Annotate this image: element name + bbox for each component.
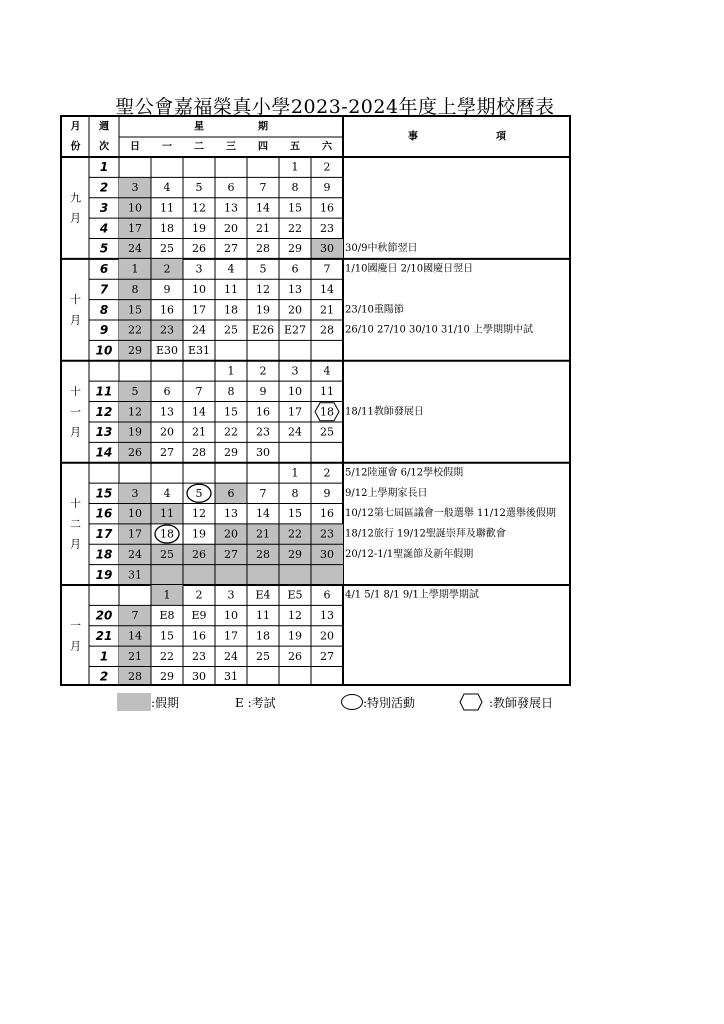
day-number: 9 [323, 181, 331, 195]
header-weekday: 二 [194, 141, 204, 153]
day-number: 19 [256, 303, 270, 317]
week-number: 10 [95, 343, 113, 358]
day-number: 18 [256, 629, 270, 643]
day-number: 29 [160, 670, 174, 684]
month-name: 十 [70, 496, 81, 510]
week-number: 21 [95, 628, 113, 643]
day-number: 21 [192, 425, 206, 439]
header-weekday-group: 期 [258, 121, 268, 133]
legend [115, 691, 585, 713]
header-weekday: 一 [162, 141, 172, 153]
week-number: 7 [99, 282, 109, 297]
header-week-top: 週 [99, 121, 109, 133]
day-number: 22 [160, 649, 174, 663]
day-number: 12 [128, 405, 142, 419]
holiday-swatch-icon [117, 693, 151, 711]
day-number: 17 [224, 629, 238, 643]
day-number: 24 [128, 547, 142, 561]
day-number: E27 [283, 323, 307, 337]
day-number: 14 [128, 629, 142, 643]
day-number: 7 [195, 384, 203, 398]
day-number: E31 [187, 344, 211, 358]
day-number: 13 [320, 609, 334, 623]
day-number: 11 [320, 384, 334, 398]
event-text: 18/12旅行 19/12聖誕崇拜及聯歡會 [345, 528, 506, 540]
day-number: 14 [192, 405, 206, 419]
day-number: 24 [192, 323, 206, 337]
day-number: 28 [128, 670, 142, 684]
day-number: 1 [131, 262, 139, 276]
day-number: 6 [163, 384, 171, 398]
week-number: 2 [99, 669, 109, 684]
day-number: 12 [288, 609, 302, 623]
day-number: 11 [160, 507, 174, 521]
day-number: 4 [227, 262, 235, 276]
day-number: 5 [195, 181, 203, 195]
hexagon-icon [459, 693, 483, 711]
day-number: 19 [288, 629, 302, 643]
month-name: 月 [70, 537, 81, 551]
day-number: 7 [259, 486, 267, 500]
week-number: 12 [95, 404, 113, 419]
day-number: 22 [288, 221, 302, 235]
month-name: 月 [70, 639, 81, 653]
day-number: E30 [155, 344, 179, 358]
day-number: 26 [288, 649, 302, 663]
event-text: 10/12第七屆區議會一般選舉 11/12選舉後假期 [345, 508, 556, 520]
day-number: E4 [255, 588, 271, 602]
week-number: 4 [99, 221, 109, 236]
holiday-cell [215, 565, 247, 585]
day-number: 8 [291, 486, 299, 500]
day-number: 15 [160, 629, 174, 643]
day-number: 17 [128, 221, 142, 235]
day-number: 7 [323, 262, 331, 276]
day-number: 23 [192, 649, 206, 663]
calendar-table [60, 115, 571, 686]
holiday-cell [279, 565, 311, 585]
week-number: 15 [95, 486, 113, 501]
day-number: 6 [323, 588, 331, 602]
day-number: 25 [320, 425, 334, 439]
day-number: 30 [320, 547, 334, 561]
month-name: 月 [70, 313, 81, 327]
header-events-title: 項 [496, 131, 506, 143]
day-number: 13 [160, 405, 174, 419]
holiday-cell [247, 565, 279, 585]
day-number: 15 [288, 201, 302, 215]
day-number: 3 [291, 364, 299, 378]
month-name: 十 [70, 293, 81, 307]
day-number: 28 [320, 323, 334, 337]
day-number: 8 [131, 282, 139, 296]
header-month-top: 月 [70, 121, 81, 133]
day-number: 30 [320, 242, 334, 256]
week-number: 3 [99, 200, 109, 215]
day-number: 12 [192, 507, 206, 521]
day-number: E5 [287, 588, 303, 602]
month-name: 九 [70, 191, 81, 205]
week-number: 11 [95, 384, 113, 399]
day-number: 18 [320, 405, 334, 419]
day-number: 22 [128, 323, 142, 337]
header-weekday: 日 [130, 141, 140, 153]
day-number: 20 [224, 221, 238, 235]
day-number: 3 [195, 262, 203, 276]
day-number: 24 [288, 425, 302, 439]
week-number: 14 [95, 445, 113, 460]
day-number: E9 [191, 609, 207, 623]
day-number: 19 [128, 425, 142, 439]
day-number: 21 [320, 303, 334, 317]
day-number: 21 [128, 649, 142, 663]
day-number: 16 [320, 201, 334, 215]
day-number: 5 [195, 486, 203, 500]
day-number: 2 [323, 160, 331, 174]
day-number: 11 [160, 201, 174, 215]
day-number: 23 [160, 323, 174, 337]
day-number: 18 [224, 303, 238, 317]
day-number: 18 [160, 527, 174, 541]
event-text: 1/10國慶日 2/10國慶日翌日 [345, 263, 474, 275]
day-number: 10 [128, 507, 142, 521]
week-number: 2 [99, 180, 109, 195]
holiday-cell [151, 565, 183, 585]
day-number: 5 [259, 262, 267, 276]
day-number: 2 [163, 262, 171, 276]
event-text: 4/1 5/1 8/1 9/1上學期學期試 [345, 589, 479, 601]
day-number: 14 [256, 201, 270, 215]
day-number: 29 [288, 242, 302, 256]
day-number: 1 [291, 160, 299, 174]
day-number: 25 [256, 649, 270, 663]
legend-holiday-label: :假期 [151, 695, 180, 710]
day-number: 17 [128, 527, 142, 541]
legend-teacher-day [459, 691, 553, 713]
event-text: 20/12-1/1聖誕節及新年假期 [345, 548, 474, 560]
header-events-title: 事 [408, 131, 418, 143]
day-number: 17 [288, 405, 302, 419]
month-name: 一 [70, 619, 81, 633]
day-number: 31 [224, 670, 238, 684]
day-number: 16 [320, 507, 334, 521]
day-number: 27 [224, 547, 238, 561]
legend-teacher-day-label: :教師發展日 [489, 695, 554, 710]
week-number: 20 [95, 608, 113, 623]
week-number: 9 [99, 323, 109, 338]
day-number: 25 [160, 242, 174, 256]
day-number: 20 [224, 527, 238, 541]
day-number: 2 [323, 466, 331, 480]
day-number: 26 [192, 547, 206, 561]
day-number: 3 [227, 588, 235, 602]
day-number: 24 [224, 649, 238, 663]
legend-holiday [117, 691, 179, 713]
week-number: 1 [99, 649, 109, 664]
header-month-bottom: 份 [70, 141, 81, 153]
day-number: 20 [320, 629, 334, 643]
month-name: 十 [70, 384, 81, 398]
day-number: 6 [227, 486, 235, 500]
day-number: 19 [192, 221, 206, 235]
holiday-cell [311, 565, 343, 585]
day-number: 8 [291, 181, 299, 195]
day-number: 15 [288, 507, 302, 521]
day-number: 23 [320, 221, 334, 235]
day-number: 10 [192, 282, 206, 296]
day-number: 3 [131, 181, 139, 195]
day-number: 11 [256, 609, 270, 623]
day-number: 3 [131, 486, 139, 500]
legend-activity-label: :特別活動 [363, 695, 416, 710]
day-number: 12 [192, 201, 206, 215]
day-number: 8 [227, 384, 235, 398]
day-number: 25 [224, 323, 238, 337]
event-text: 5/12陸運會 6/12學校假期 [345, 467, 464, 479]
event-text: 23/10重陽節 [345, 304, 404, 316]
day-number: 27 [160, 446, 174, 460]
day-number: 28 [256, 547, 270, 561]
week-number: 18 [95, 547, 113, 562]
day-number: 11 [224, 282, 238, 296]
week-number: 6 [99, 262, 109, 277]
day-number: 7 [131, 609, 139, 623]
day-number: 20 [160, 425, 174, 439]
day-number: 10 [128, 201, 142, 215]
week-number: 13 [95, 425, 113, 440]
day-number: 2 [259, 364, 267, 378]
day-number: 16 [256, 405, 270, 419]
holiday-cell [183, 565, 215, 585]
header-weekday-group: 星 [194, 121, 204, 133]
header-weekday: 四 [258, 141, 268, 153]
day-number: 10 [288, 384, 302, 398]
header-weekday: 六 [322, 141, 332, 153]
page-title: 聖公會嘉福榮真小學2023-2024年度上學期校曆表 [115, 96, 555, 118]
day-number: 4 [163, 181, 171, 195]
day-number: 15 [224, 405, 238, 419]
day-number: 14 [320, 282, 334, 296]
day-number: 25 [160, 547, 174, 561]
day-number: 24 [128, 242, 142, 256]
month-name: 月 [70, 211, 81, 225]
calendar-grid [62, 117, 569, 684]
day-number: 4 [163, 486, 171, 500]
day-number: 2 [195, 588, 203, 602]
day-number: 23 [320, 527, 334, 541]
day-number: 29 [288, 547, 302, 561]
day-number: 18 [160, 221, 174, 235]
month-name: 二 [70, 517, 81, 531]
circle-icon [341, 694, 363, 710]
week-number: 16 [95, 506, 113, 521]
event-text: 18/11教師發展日 [345, 406, 424, 418]
day-number: 7 [259, 181, 267, 195]
day-number: 27 [320, 649, 334, 663]
day-number: 28 [192, 446, 206, 460]
day-number: 21 [256, 221, 270, 235]
day-number: 5 [131, 384, 139, 398]
day-number: 13 [224, 507, 238, 521]
day-number: E8 [159, 609, 175, 623]
day-number: 14 [256, 507, 270, 521]
day-number: 29 [128, 344, 142, 358]
day-number: 28 [256, 242, 270, 256]
day-number: 16 [192, 629, 206, 643]
day-number: 17 [192, 303, 206, 317]
day-number: 23 [256, 425, 270, 439]
event-text: 30/9中秋節翌日 [345, 243, 418, 255]
day-number: 4 [323, 364, 331, 378]
day-number: 13 [224, 201, 238, 215]
day-number: 16 [160, 303, 174, 317]
day-number: 1 [227, 364, 235, 378]
day-number: 1 [163, 588, 171, 602]
day-number: 6 [291, 262, 299, 276]
week-number: 8 [99, 302, 109, 317]
day-number: 15 [128, 303, 142, 317]
day-number: 19 [192, 527, 206, 541]
week-number: 19 [95, 567, 113, 582]
day-number: 26 [128, 446, 142, 460]
week-number: 5 [99, 241, 109, 256]
day-number: 10 [224, 609, 238, 623]
day-number: 29 [224, 446, 238, 460]
day-number: 21 [256, 527, 270, 541]
month-name: 一 [70, 405, 81, 419]
month-name: 月 [70, 425, 81, 439]
day-number: 6 [227, 181, 235, 195]
day-number: 13 [288, 282, 302, 296]
week-number: 17 [95, 527, 113, 542]
day-number: E26 [251, 323, 275, 337]
week-number: 1 [99, 160, 109, 175]
header-week-bottom: 次 [99, 141, 109, 153]
event-text: 26/10 27/10 30/10 31/10 上學期期中試 [345, 324, 533, 336]
day-number: 30 [192, 670, 206, 684]
day-number: 22 [288, 527, 302, 541]
day-number: 31 [128, 568, 142, 582]
header-weekday: 五 [290, 141, 300, 153]
day-number: 9 [259, 384, 267, 398]
day-number: 27 [224, 242, 238, 256]
day-number: 12 [256, 282, 270, 296]
event-text: 9/12上學期家長日 [345, 487, 428, 499]
legend-activity [341, 691, 415, 713]
day-number: 30 [256, 446, 270, 460]
header-weekday: 三 [226, 141, 236, 153]
day-number: 20 [288, 303, 302, 317]
day-number: 22 [224, 425, 238, 439]
day-number: 9 [163, 282, 171, 296]
legend-exam-label: E :考試 [235, 695, 276, 710]
day-number: 26 [192, 242, 206, 256]
day-number: 9 [323, 486, 331, 500]
legend-exam [235, 691, 276, 713]
day-number: 1 [291, 466, 299, 480]
